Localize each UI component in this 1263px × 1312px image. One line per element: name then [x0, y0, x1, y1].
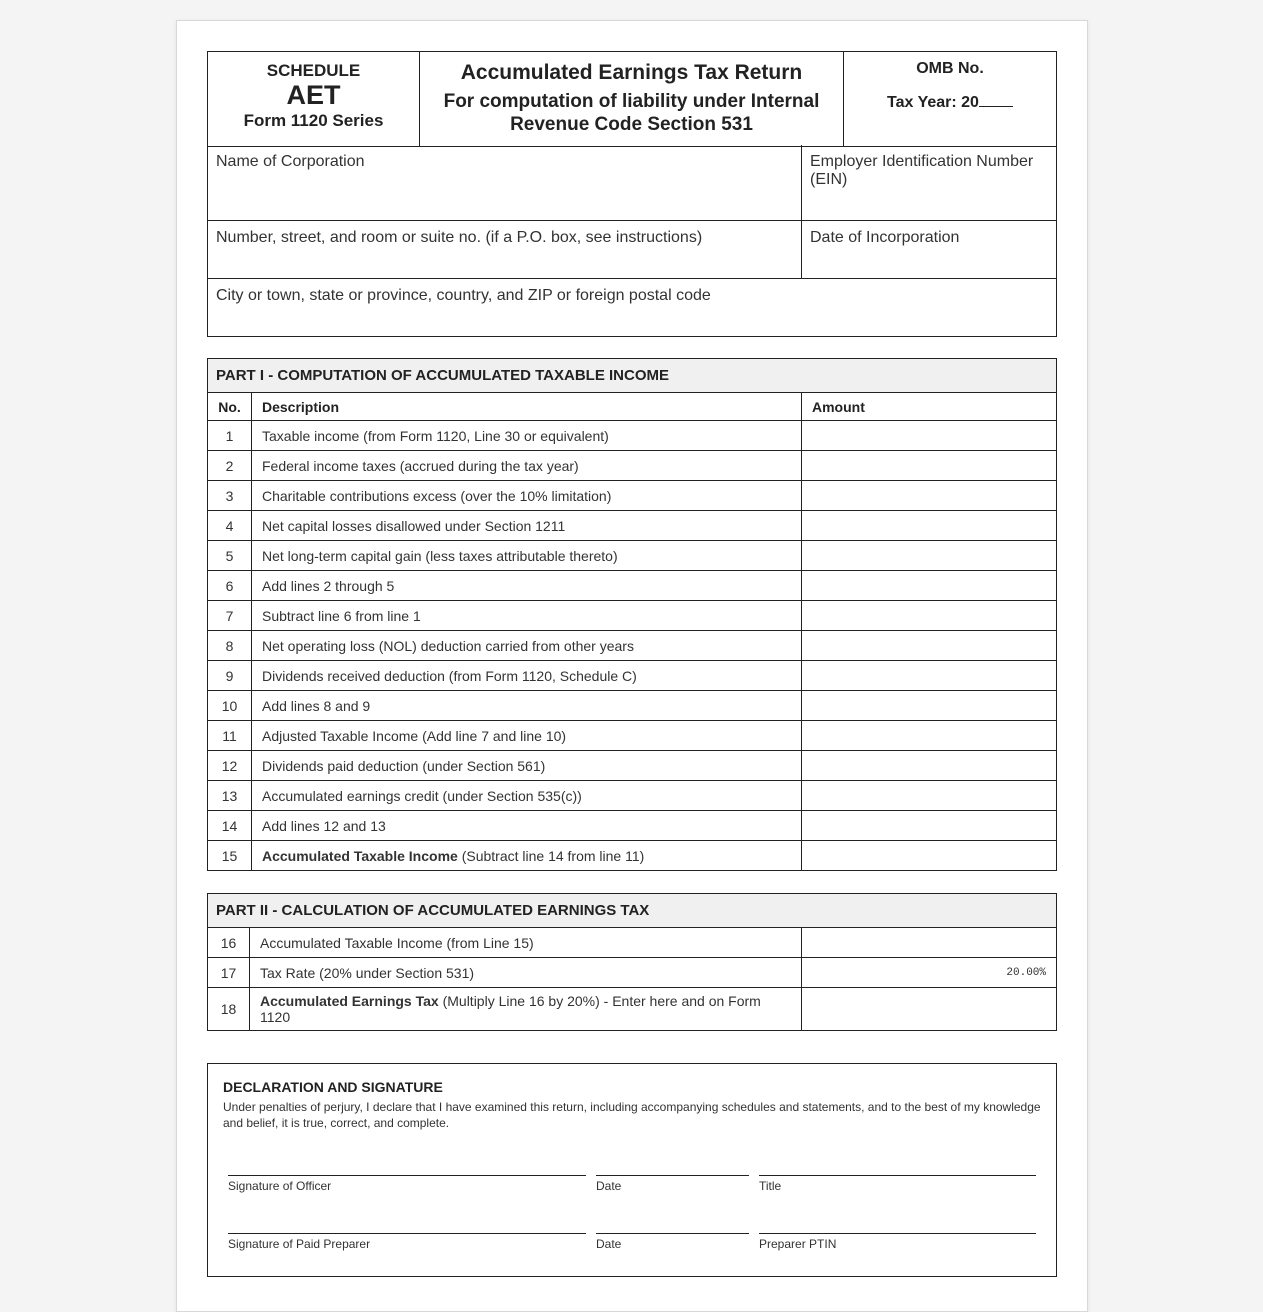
officer-date-line[interactable]: Date: [596, 1175, 749, 1193]
part-one-line-row: [208, 841, 1056, 871]
line-label: Dividends paid deduction (under Section 561): [262, 757, 546, 774]
incorporation-date-field[interactable]: Date of Incorporation: [810, 229, 960, 246]
line-label-rest: (Multiply Line 16 by 20%) - Enter here and on Form 1120: [260, 993, 761, 1025]
officer-title-line[interactable]: Title: [759, 1175, 1036, 1193]
line-label: Accumulated earnings credit (under Section 535(c)): [262, 787, 582, 804]
schedule-code: AET: [286, 80, 341, 110]
line-label: Add lines 2 through 5: [262, 577, 395, 594]
line-description: [252, 541, 802, 571]
line-description: [252, 451, 802, 481]
part-one: [207, 358, 1057, 871]
street-address-field[interactable]: Number, street, and room or suite no. (if a P.O. box, see instructions): [208, 221, 802, 278]
schedule-label: SCHEDULE: [266, 61, 361, 80]
part-one-line-row: [208, 571, 1056, 601]
line-amount-field[interactable]: [802, 841, 1057, 871]
line-description: [252, 421, 802, 451]
line-description: [252, 601, 802, 631]
line-number: 12: [208, 751, 252, 781]
part-one-title: PART I - COMPUTATION OF ACCUMULATED TAXABLE INCOME: [208, 359, 1056, 393]
line-label: Subtract line 6 from line 1: [262, 607, 421, 624]
line-amount-field[interactable]: [802, 781, 1057, 811]
line-label-bold: Accumulated Earnings Tax: [260, 993, 439, 1009]
line-amount-field[interactable]: [802, 811, 1057, 841]
line-number: 15: [208, 841, 252, 871]
line-label: Charitable contributions excess (over the 10% limitation): [262, 487, 612, 504]
line-number: 3: [208, 481, 252, 511]
officer-signature-line[interactable]: Signature of Officer: [228, 1175, 586, 1193]
line-number: 2: [208, 451, 252, 481]
preparer-date-line[interactable]: Date: [596, 1233, 749, 1251]
part-one-line-row: [208, 691, 1056, 721]
line-description: [250, 988, 802, 1031]
line-label-bold: Accumulated Taxable Income: [262, 847, 458, 864]
corporation-name-field[interactable]: Name of Corporation: [208, 145, 802, 220]
tax-year: [844, 92, 1056, 112]
line-number: 13: [208, 781, 252, 811]
line-description: [250, 928, 802, 958]
part-two: [207, 893, 1057, 1031]
line-description: [252, 481, 802, 511]
line-number: 9: [208, 661, 252, 691]
line-label: Taxable income (from Form 1120, Line 30 or equivalent): [262, 427, 609, 444]
line-description: [252, 691, 802, 721]
preparer-ptin-line[interactable]: Preparer PTIN: [759, 1233, 1036, 1251]
line-amount-field[interactable]: [802, 988, 1057, 1031]
line-label: Adjusted Taxable Income (Add line 7 and line 10): [262, 727, 567, 744]
line-number: 7: [208, 601, 252, 631]
line-amount-field[interactable]: [802, 661, 1057, 691]
line-amount-field[interactable]: [802, 721, 1057, 751]
line-number: 4: [208, 511, 252, 541]
line-amount-field[interactable]: [802, 691, 1057, 721]
preparer-signature-line[interactable]: Signature of Paid Preparer: [228, 1233, 586, 1251]
line-number: 1: [208, 421, 252, 451]
line-amount-field[interactable]: [802, 751, 1057, 781]
declaration-title: DECLARATION AND SIGNATURE: [223, 1079, 443, 1095]
line-label: Net operating loss (NOL) deduction carried from other years: [262, 637, 634, 654]
line-description: [252, 631, 802, 661]
city-field[interactable]: City or town, state or province, country, and ZIP or foreign postal code: [216, 287, 711, 304]
part-two-line-row: [208, 958, 1056, 988]
declaration-section: [207, 1063, 1057, 1277]
part-one-line-row: [208, 751, 1056, 781]
line-amount-field[interactable]: [802, 511, 1057, 541]
line-description: [252, 751, 802, 781]
line-description: [252, 841, 802, 871]
schedule-box: [208, 52, 420, 146]
omb-box: [844, 52, 1056, 146]
form-page: [176, 20, 1088, 1312]
form-subtitle: For computation of liability under Internal Revenue Code Section 531: [443, 91, 820, 135]
part-one-line-row: [208, 511, 1056, 541]
line-number: 8: [208, 631, 252, 661]
form-series: Form 1120 Series: [243, 111, 384, 130]
col-description-header: Description: [252, 393, 802, 421]
line-description: [250, 958, 802, 988]
form-header: [207, 51, 1057, 147]
line-number: 18: [208, 988, 250, 1031]
col-no-header: No.: [208, 393, 252, 421]
title-box: [420, 52, 844, 146]
line-description: [252, 721, 802, 751]
line-number: 10: [208, 691, 252, 721]
line-description: [252, 811, 802, 841]
line-amount-field[interactable]: [802, 928, 1057, 958]
line-number: 11: [208, 721, 252, 751]
line-amount-field[interactable]: [802, 571, 1057, 601]
line-number: 5: [208, 541, 252, 571]
part-one-table: [208, 393, 1056, 870]
line-label: Add lines 12 and 13: [262, 817, 386, 834]
part-two-table: [208, 928, 1056, 1030]
part-one-line-row: [208, 601, 1056, 631]
part-one-line-row: [208, 421, 1056, 451]
line-amount-field[interactable]: [802, 631, 1057, 661]
line-amount-field[interactable]: [802, 451, 1057, 481]
line-label: Add lines 8 and 9: [262, 697, 371, 714]
part-one-line-row: [208, 721, 1056, 751]
part-two-line-row: [208, 928, 1056, 958]
line-amount-field[interactable]: [802, 481, 1057, 511]
part-one-line-row: [208, 811, 1056, 841]
line-label: Accumulated Taxable Income (from Line 15): [260, 934, 534, 951]
line-amount-field[interactable]: [802, 421, 1057, 451]
line-amount-field[interactable]: [802, 601, 1057, 631]
tax-year-label: Tax Year: 20: [887, 94, 979, 111]
line-description: [252, 661, 802, 691]
part-one-line-row: [208, 661, 1056, 691]
line-label: Net capital losses disallowed under Section 1211: [262, 517, 566, 534]
omb-number: OMB No.: [916, 60, 984, 77]
part-one-line-row: [208, 631, 1056, 661]
part-one-line-row: [208, 541, 1056, 571]
col-amount-header: Amount: [802, 393, 1057, 421]
line-amount-field[interactable]: [802, 541, 1057, 571]
line-description: [252, 781, 802, 811]
line-label-rest: (Subtract line 14 from line 11): [457, 847, 645, 864]
line-number: 17: [208, 958, 250, 988]
line-label: Federal income taxes (accrued during the tax year): [262, 457, 579, 474]
line-amount-field[interactable]: 20.00%: [802, 958, 1057, 988]
line-number: 14: [208, 811, 252, 841]
part-one-line-row: [208, 451, 1056, 481]
line-number: 6: [208, 571, 252, 601]
part-one-line-row: [208, 481, 1056, 511]
ein-field[interactable]: Employer Identification Number (EIN): [810, 153, 1034, 188]
line-description: [252, 571, 802, 601]
line-label: Net long-term capital gain (less taxes attributable thereto): [262, 547, 618, 564]
part-two-title: PART II - CALCULATION OF ACCUMULATED EARNINGS TAX: [208, 894, 1056, 928]
declaration-text: Under penalties of perjury, I declare that I have examined this return, including accompanying schedules and statements, and to the best of my knowledge and belief, it is true, correct, and complete.: [223, 1100, 1041, 1130]
line-description: [252, 511, 802, 541]
part-one-line-row: [208, 781, 1056, 811]
part-two-line-row: [208, 988, 1056, 1031]
corporation-info: [207, 145, 1057, 337]
line-label: Tax Rate (20% under Section 531): [260, 964, 475, 981]
line-label: Dividends received deduction (from Form 1120, Schedule C): [262, 667, 637, 684]
line-number: 16: [208, 928, 250, 958]
tax-year-field[interactable]: [979, 92, 1013, 107]
form-title: Accumulated Earnings Tax Return: [460, 61, 803, 84]
